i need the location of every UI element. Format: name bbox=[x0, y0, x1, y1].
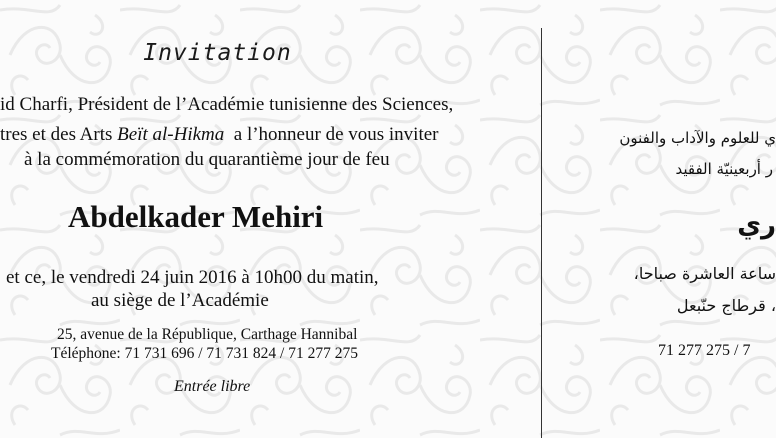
invitation-line-2-start: tres et des Arts bbox=[0, 124, 118, 145]
arabic-time-line: ساعة العاشرة صباحا، bbox=[633, 264, 776, 283]
arabic-invitation-panel bbox=[542, 0, 776, 438]
event-location-line: au siège de l’Académie bbox=[91, 290, 269, 311]
arabic-address-line: ، قرطاج حنّبعل bbox=[676, 296, 776, 315]
institution-name: Beït al-Hikma bbox=[117, 124, 225, 145]
invitation-line-3: à la commémoration du quarantième jour de feu bbox=[24, 149, 390, 170]
invitation-line-2-end: a l’honneur de vous inviter bbox=[224, 124, 439, 145]
invitation-title: Invitation bbox=[143, 40, 292, 66]
arabic-phone-line: 71 277 275 / 7 bbox=[658, 342, 751, 359]
phone-line: Téléphone: 71 731 696 / 71 731 824 / 71 277 275 bbox=[51, 345, 358, 362]
free-entry-note: Entrée libre bbox=[174, 378, 251, 395]
arabic-line-2: ر أربعينيّة الفقيد bbox=[675, 160, 773, 178]
arabic-line-1: ي للعلوم والآداب والفنون bbox=[619, 129, 776, 147]
event-date-line: et ce, le vendredi 24 juin 2016 à 10h00 du matin, bbox=[6, 267, 379, 288]
invitation-line-1: id Charfi, Président de l’Académie tunisienne des Sciences, bbox=[0, 94, 454, 115]
address-line: 25, avenue de la République, Carthage Hannibal bbox=[57, 326, 358, 343]
arabic-honoree-name: ري bbox=[737, 210, 776, 240]
honoree-name: Abdelkader Mehiri bbox=[68, 199, 324, 234]
invitation-line-2 bbox=[0, 124, 439, 146]
